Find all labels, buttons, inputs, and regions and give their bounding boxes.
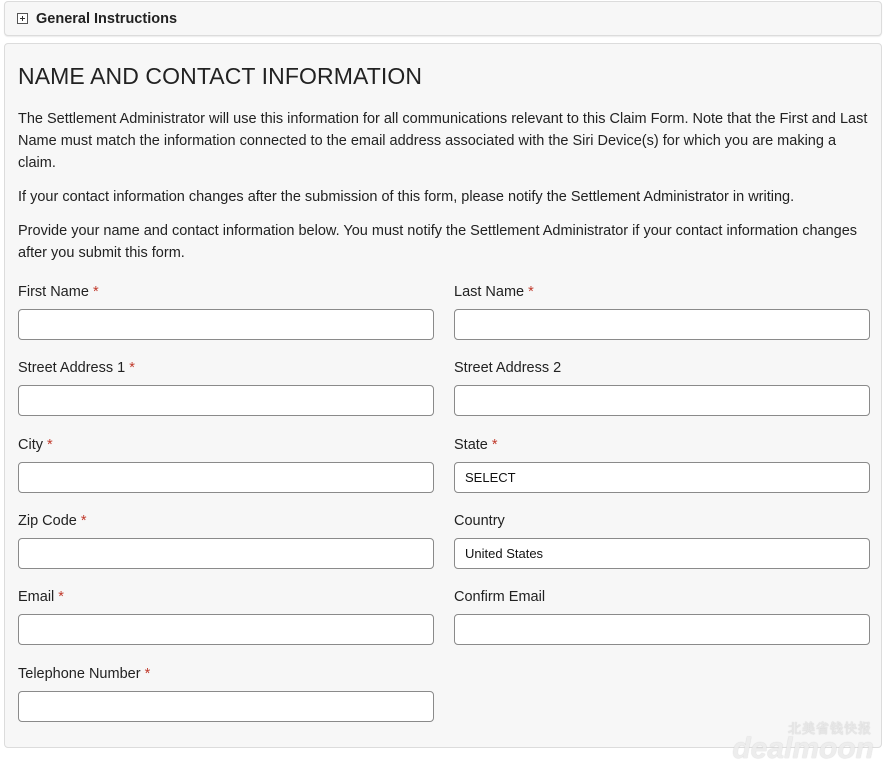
general-instructions-toggle[interactable] [4, 1, 882, 36]
state-label [454, 437, 498, 453]
intro-paragraph-2: If your contact information changes after the submission of this form, please notify the Settlement Administrator in writing. [18, 189, 795, 205]
email-label [18, 589, 64, 605]
zip-code-label [18, 513, 87, 529]
required-marker: * [92, 284, 99, 300]
street-address-1-label-text: Street Address 1 [18, 360, 126, 376]
state-label-text: State [454, 437, 488, 453]
city-label [18, 437, 53, 453]
city-label-text: City [18, 437, 43, 453]
required-marker: * [47, 437, 53, 453]
last-name-input[interactable] [454, 309, 870, 340]
expand-plus-icon[interactable] [17, 13, 28, 24]
zip-code-input[interactable] [18, 538, 434, 569]
street-address-1-input[interactable] [18, 385, 434, 416]
last-name-label [454, 284, 534, 300]
state-select[interactable] [454, 462, 870, 493]
street-address-2-input[interactable] [454, 385, 870, 416]
country-label [454, 513, 505, 529]
confirm-email-input[interactable] [454, 614, 870, 645]
email-input[interactable] [18, 614, 434, 645]
required-marker: * [58, 589, 64, 605]
country-label-text: Country [454, 513, 505, 529]
contact-info-card [4, 43, 882, 748]
zip-code-label-text: Zip Code [18, 513, 77, 529]
required-marker: * [144, 666, 151, 682]
last-name-label-text: Last Name [454, 284, 525, 300]
first-name-input[interactable] [18, 309, 434, 340]
required-marker: * [129, 360, 135, 376]
required-marker: * [528, 284, 534, 300]
first-name-label-text: First Name [18, 284, 89, 300]
accordion-title: General Instructions [36, 10, 178, 27]
required-marker: * [80, 513, 87, 529]
street-address-2-label [454, 360, 561, 376]
intro-paragraph-3: Provide your name and contact information below. You must notify the Settlement Administrator if your contact information changes after you submit this form. [18, 223, 858, 261]
confirm-email-label [454, 589, 545, 605]
country-select[interactable] [454, 538, 870, 569]
email-label-text: Email [18, 589, 55, 605]
dealmoon-watermark [730, 716, 880, 772]
city-input[interactable] [18, 462, 434, 493]
section-title: NAME AND CONTACT INFORMATION [18, 63, 423, 89]
telephone-input[interactable] [18, 691, 434, 722]
first-name-label [18, 284, 99, 300]
watermark-en-text: dealmoon [732, 732, 874, 765]
street-address-1-label [18, 360, 135, 376]
watermark-cn-text: 北美省钱快报 [787, 721, 872, 736]
confirm-email-label-text: Confirm Email [454, 589, 546, 605]
telephone-label [18, 666, 150, 682]
intro-paragraph-1: The Settlement Administrator will use this information for all communications relevant to this Claim Form. Note that the First and Last Name must match the information connected to the email address associated with the Siri Device(s) for which you are making a claim. [18, 111, 868, 171]
street-address-2-label-text: Street Address 2 [454, 360, 562, 376]
telephone-label-text: Telephone Number [18, 666, 141, 682]
required-marker: * [491, 437, 498, 453]
